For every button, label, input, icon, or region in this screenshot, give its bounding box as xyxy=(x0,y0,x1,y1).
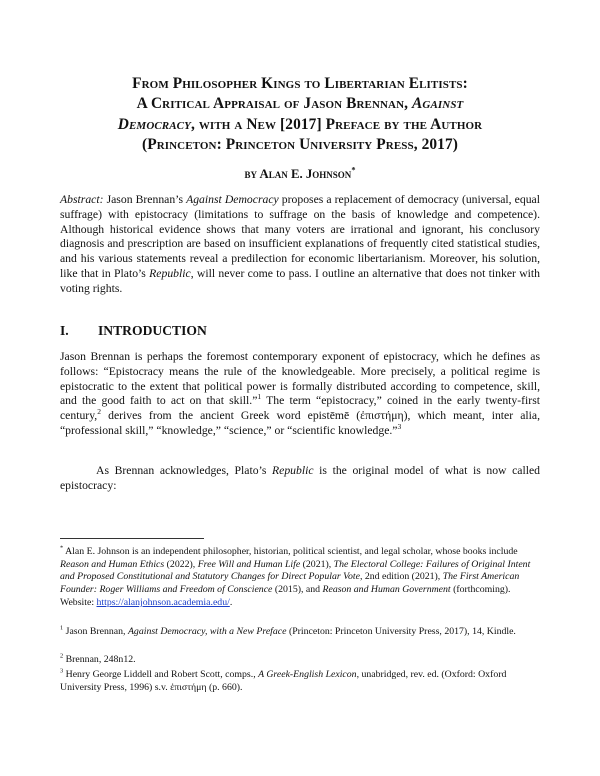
fn-star-book-1: Reason and Human Ethics xyxy=(60,558,165,570)
footnote-mark-3: 3 xyxy=(60,667,64,675)
footnote-ref-1[interactable]: 1 xyxy=(257,392,262,402)
footnote-divider xyxy=(60,538,204,539)
title-book-italic-2: Democracy xyxy=(117,115,191,133)
fn-star-book-3: The Electoral College: Failures of Original Intent and Proposed Constitutional and Statutory Changes for Direct Popular Vote xyxy=(60,558,531,583)
abstract-text-1: Jason Brennan’s xyxy=(103,193,187,206)
fn1-book: Against Democracy, with a New Preface xyxy=(127,626,287,637)
fn-star-text-g: . xyxy=(229,596,233,608)
abstract-republic: Republic xyxy=(149,266,191,280)
author-footnote-mark[interactable]: * xyxy=(351,165,356,175)
body-paragraph-1 xyxy=(60,350,540,439)
author-byline xyxy=(70,166,530,182)
footnote-ref-2[interactable]: 2 xyxy=(97,407,102,417)
title-line-3 xyxy=(70,115,530,135)
fn1-text-b: (Princeton: Princeton University Press, 2017), 14, Kindle. xyxy=(286,626,516,637)
abstract xyxy=(60,193,540,297)
fn3-text-b: , unabridged, rev. ed. (Oxford: Oxford University Press, 1996) s.v. ἐπιστήμη (p. 660). xyxy=(60,669,507,693)
abstract-text-2: proposes a replacement of democracy (universal, equal suffrage) with epistocracy (limitations to suffrage on the basis of knowledge and competence). Although historical evidence shows that many voters are irrational and ignorant, his conclusory diagnosis and prescription are based on insufficient explanations of frequently cited statistical studies, and his various statements reveal a predilection for economic libertarianism. Moreover, his solution, like that in Plato’s xyxy=(60,193,540,280)
footnote-2 xyxy=(60,654,540,667)
footnote-3 xyxy=(60,669,540,694)
footnote-mark-star: * xyxy=(60,544,64,552)
section-title: INTRODUCTION xyxy=(98,323,207,338)
para2-republic: Republic xyxy=(272,464,314,477)
fn-star-book-4: The First American Founder: Roger Williams and Freedom of Conscience xyxy=(60,571,520,596)
fn-star-text-b: (2022), xyxy=(164,558,198,570)
para1-text-a: Jason Brennan is perhaps the foremost contemporary exponent of epistocracy, which he defines as follows: “Epistocracy means the rule of the knowledgeable. More precisely, a political regime is epistocratic to the extent that political power is formally distributed according to competence, skill, and the good faith to act on that skill.” xyxy=(60,350,540,408)
title-line-2 xyxy=(70,94,530,114)
body-paragraph-2 xyxy=(60,464,540,494)
section-heading xyxy=(60,322,540,340)
title-line-3-text: , with a New [2017] Preface by the Author xyxy=(190,115,483,133)
fn-star-book-2: Free Will and Human Life xyxy=(197,558,301,570)
fn-star-book-5: Reason and Human Government xyxy=(322,584,451,596)
abstract-label: Abstract: xyxy=(60,193,104,206)
footnote-ref-3[interactable]: 3 xyxy=(397,422,402,432)
fn3-book: A Greek-English Lexicon xyxy=(258,669,357,680)
footnote-1 xyxy=(60,626,540,639)
fn3-text-a: Henry George Liddell and Robert Scott, comps., xyxy=(63,669,259,680)
fn-star-text-d: , 2nd edition (2021), xyxy=(359,571,443,583)
footnote-author xyxy=(60,546,540,610)
section-number: I. xyxy=(60,323,69,338)
fn-star-text-f: (forthcoming). Website: xyxy=(60,584,511,608)
para1-text-c: derives from the ancient Greek word epistēmē (ἐπιστήμη), which meant, inter alia, “professional skill,” “knowledge,” “science,” or “scientific knowledge.” xyxy=(60,409,540,437)
footnote-mark-1: 1 xyxy=(60,624,64,632)
title-line-1: From Philosopher Kings to Libertarian Elitists: xyxy=(132,75,468,92)
title-book-italic-1: Against xyxy=(412,95,464,113)
fn1-text-a: Jason Brennan, xyxy=(63,626,128,637)
paper-title xyxy=(70,74,530,155)
para1-text-b: The term “epistocracy,” coined in the early twenty-first century, xyxy=(60,394,540,423)
fn-star-text-e: (2015), and xyxy=(272,584,323,596)
title-line-2-text: A Critical Appraisal of Jason Brennan, xyxy=(136,95,413,113)
footnote-mark-2: 2 xyxy=(60,652,64,660)
title-line-4: (Princeton: Princeton University Press, 2017) xyxy=(141,135,459,153)
author-name: by Alan E. Johnson xyxy=(244,167,352,181)
para2-text-a: As Brennan acknowledges, Plato’s xyxy=(96,464,272,477)
abstract-text-3: , will never come to pass. I outline an alternative that does not tinker with voting rights. xyxy=(60,266,540,295)
abstract-book-title: Against Democracy xyxy=(186,193,279,206)
para2-text-b: is the original model of what is now called epistocracy: xyxy=(60,464,541,492)
fn-star-text-a: Alan E. Johnson is an independent philosopher, historian, political scientist, and legal scholar, whose books include xyxy=(63,546,518,557)
author-website-link[interactable]: https://alanjohnson.academia.edu/ xyxy=(96,596,230,608)
fn2-text: Brennan, 248n12. xyxy=(63,654,136,665)
fn-star-text-c: (2021), xyxy=(300,558,334,570)
